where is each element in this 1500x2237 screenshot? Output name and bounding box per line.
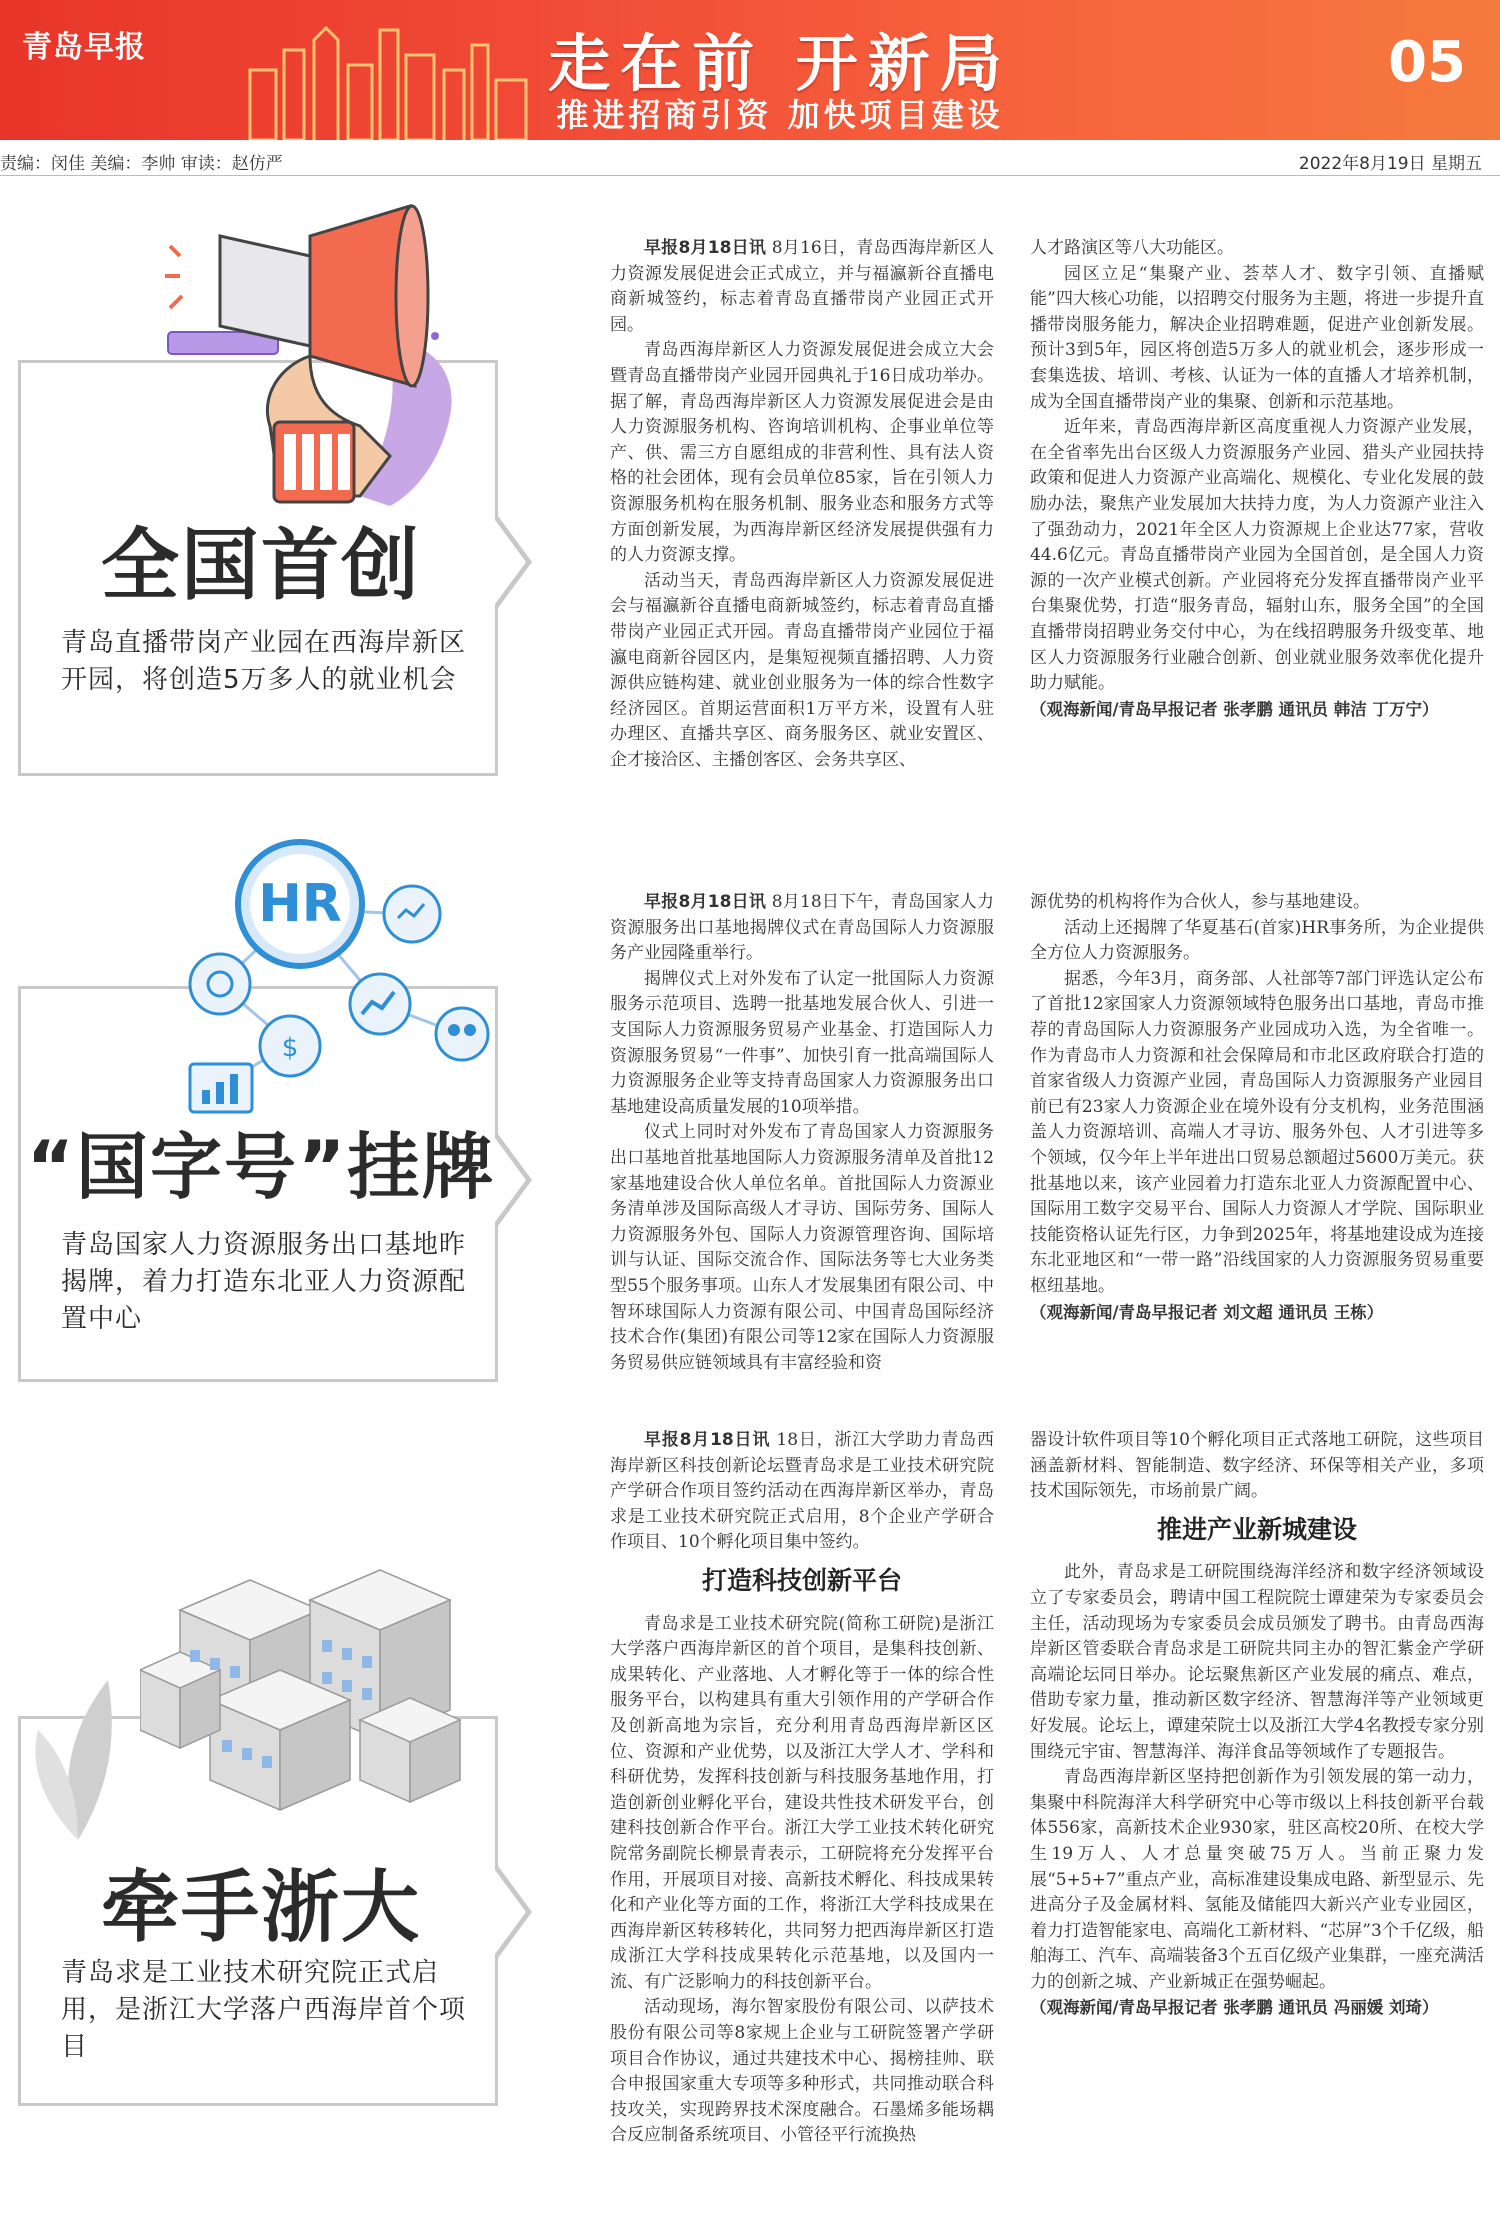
article-3 [0, 1400, 1500, 2237]
paper-name: 青岛早报 [22, 30, 146, 65]
article-column-2 [1030, 1428, 1484, 2021]
hr-label: HR [258, 874, 342, 934]
article-column-1 [610, 890, 994, 1376]
paragraph: 源优势的机构将作为合伙人，参与基地建设。 [1030, 892, 1370, 912]
article-headline: 全国首创 [100, 521, 421, 611]
paragraph: 器设计软件项目等10个孵化项目正式落地工研院，这些项目涵盖新材料、智能制造、数字经济、环保等相关产业，多项技术国际领先，市场前景广阔。 [1030, 1430, 1484, 1502]
editors-credit: 责编：闵佳 美编：李帅 审读：赵仿严 [0, 154, 283, 174]
svg-text:$: $ [281, 1033, 299, 1063]
paragraph: 人才路演区等八大功能区。 [1030, 238, 1234, 258]
byline: （观海新闻/青岛早报记者 张孝鹏 通讯员 韩洁 丁万宁） [1030, 699, 1439, 719]
masthead-headline: 走在前 开新局 [548, 27, 1012, 100]
subheading: 推进产业新城建设 [1156, 1514, 1357, 1544]
paragraph: 活动上还揭牌了华夏基石(首家)HR事务所，为企业提供全方位人力资源服务。 [1030, 917, 1484, 964]
megaphone-hand-icon [160, 196, 520, 516]
panel-arrow [498, 516, 532, 608]
dateline: 早报8月18日讯 [644, 892, 767, 912]
panel-arrow [498, 1866, 532, 1958]
paragraph: 近年来，青岛西海岸新区高度重视人力资源产业发展，在全省率先出台区级人力资源服务产业园、猎头产业园扶持政策和促进人力资源产业高端化、规模化、专业化发展的鼓励办法，聚焦产业发展加大扶持力度，为人力资源产业注入了强劲动力，2021年全区人力资源规上企业达77家，营收44.6亿元。青岛直播带岗产业园为全国首创，是全国人力资源的一次产业模式创新。产业园将充分发挥直播带岗产业平台集聚优势，打造“服务青岛，辐射山东，服务全国”的全国直播带岗招聘业务交付中心，为在线招聘服务升级变革、地区人力资源服务行业融合创新、创业就业服务效率优化提升助力赋能。 [1030, 417, 1484, 694]
article-1 [0, 176, 1500, 786]
article-2 [0, 834, 1500, 1394]
paragraph: 早报8月18日讯 8月18日下午，青岛国家人力资源服务出口基地揭牌仪式在青岛国际人力资源服务产业园隆重举行。 [610, 892, 994, 964]
article-lede: 青岛直播带岗产业园在西海岸新区开园，将创造5万多人的就业机会 [61, 628, 467, 695]
dateline: 早报8月18日讯 [644, 1430, 771, 1450]
paragraph: 活动当天，青岛西海岸新区人力资源发展促进会与福瀛新谷直播电商新城签约，标志着青岛直播带岗产业园正式开园。青岛直播带岗产业园位于福瀛电商新谷园区内，是集短视频直播招聘、人力资源供应链构建、就业创业服务为一体的综合性数字经济园区。首期运营面积1万平方米，设置有人驻办理区、直播共享区、商务服务区、就业安置区、企才接洽区、主播创客区、会务共享区、 [610, 570, 994, 770]
paragraph: 早报8月18日讯 18日，浙江大学助力青岛西海岸新区科技创新论坛暨青岛求是工业技术研究院产学研合作项目签约活动在西海岸新区举办，青岛求是工业技术研究院正式启用，8个企业产学研合作项目、10个孵化项目集中签约。 [610, 1430, 994, 1553]
decorative-leaf-icon [18, 1640, 138, 1840]
dateline: 早报8月18日讯 [644, 238, 767, 258]
panel-arrow [498, 1134, 532, 1226]
issue-date: 2022年8月19日 星期五 [1298, 154, 1482, 174]
article-column-1 [610, 236, 994, 773]
article-headline: “国字号”挂牌 [26, 1125, 496, 1209]
masthead-banner [0, 0, 1500, 140]
paragraph: 此外，青岛求是工研院围绕海洋经济和数字经济领域设立了专家委员会，聘请中国工程院院士谭建荣为专家委员会主任，活动现场为专家委员会成员颁发了聘书。由青岛西海岸新区管委联合青岛求是工研院共同主办的智汇紫金产学研高端论坛同日举办。论坛聚焦新区产业发展的痛点、难点，借助专家力量，推动新区数字经济、智慧海洋等产业领域更好发展。论坛上，谭建荣院士以及浙江大学4名教授专家分别围绕元宇宙、智慧海洋、海洋食品等领域作了专题报告。 [1030, 1562, 1484, 1762]
article-column-1 [610, 1428, 994, 2149]
article-lede: 青岛求是工业技术研究院正式启用，是浙江大学落户西海岸首个项目 [61, 1958, 467, 2062]
paragraph: 早报8月18日讯 8月16日，青岛西海岸新区人力资源发展促进会正式成立，并与福瀛新谷直播电商新城签约，标志着青岛直播带岗产业园正式开园。 [610, 238, 994, 335]
paragraph: 仪式上同时对外发布了青岛国家人力资源服务出口基地首批基地国际人力资源服务清单及首批12家基地建设合伙人单位名单。首批国际人力资源业务清单涉及国际高级人才寻访、国际劳务、国际人力资源服务外包、国际人力资源管理咨询、国际培训与认证、国际交流合作、国际法务等七大业务类型55个服务事项。山东人才发展集团有限公司、中智环球国际人力资源有限公司、中国青岛国际经济技术合作(集团)有限公司等12家在国际人力资源服务贸易供应链领域具有丰富经验和资 [610, 1122, 994, 1373]
byline: （观海新闻/青岛早报记者 刘文超 通讯员 王栋） [1030, 1302, 1384, 1322]
paragraph: 青岛西海岸新区坚持把创新作为引领发展的第一动力，集聚中科院海洋大科学研究中心等市级以上科技创新平台载体556家，高新技术企业930家，驻区高校20所、在校大学生19万人、人才总量突破75万人。当前正聚力发展“5+5+7”重点产业，高标准建设集成电路、新型显示、先进高分子及金属材料、氢能及储能四大新兴产业专业园区，着力打造智能家电、高端化工新材料、“芯屏”3个千亿级，船舶海工、汽车、高端装备3个五百亿级产业集群，一座充满活力的创新之城、产业新城正在强势崛起。 [1030, 1767, 1484, 1992]
paragraph: 青岛西海岸新区人力资源发展促进会成立大会暨青岛直播带岗产业园开园典礼于16日成功举办。据了解，青岛西海岸新区人力资源发展促进会是由人力资源服务机构、咨询培训机构、企事业单位等产、供、需三方自愿组成的非营利性、具有法人资格的社会团体，现有会员单位85家，旨在引领人力资源服务机构在服务机制、服务业态和服务方式等方面创新发展，为西海岸新区经济发展提供强有力的人力资源支撑。 [610, 340, 994, 566]
article-headline: 牵手浙大 [100, 1863, 421, 1953]
masthead-subhead: 推进招商引资 加快项目建设 [556, 96, 1004, 134]
paragraph: 据悉，今年3月，商务部、人社部等7部门评选认定公布了首批12家国家人力资源领域特色服务出口基地，青岛市推荐的青岛国际人力资源服务产业园成功入选，为全省唯一。作为青岛市人力资源和社会保障局和市北区政府联合打造的首家省级人力资源产业园，青岛国际人力资源服务产业园目前已有23家人力资源企业在境外设有分支机构，业务范围涵盖人力资源培训、高端人才寻访、服务外包、人才引进等多个领域，仅今年上半年进出口贸易总额超过5600万美元。获批基地以来，该产业园着力打造东北亚人力资源配置中心、国际用工数字交易平台、国际人力资源人才学院、国际职业技能资格认证先行区，力争到2025年，将基地建设成为连接东北亚地区和“一带一路”沿线国家的人力资源服务贸易重要枢纽基地。 [1030, 968, 1484, 1296]
subheading: 打造科技创新平台 [701, 1565, 902, 1595]
paragraph: 青岛求是工业技术研究院(简称工研院)是浙江大学落户西海岸新区的首个项目，是集科技创新、成果转化、产业落地、人才孵化等于一体的综合性服务平台，以构建具有重大引领作用的产学研合作及创新高地为宗旨，充分利用青岛西海岸新区区位、资源和产业优势，以及浙江大学人才、学科和科研优势，发挥科技创新与科技服务基地作用，打造创新创业孵化平台，建设共性技术研发平台，创建科技创新合作平台。浙江大学工业技术转化研究院常务副院长柳景青表示，工研院将充分发挥平台作用，开展项目对接、高新技术孵化、科技成果转化和产业化等方面的工作，将浙江大学科技成果在西海岸新区转移转化，共同努力把西海岸新区打造成浙江大学科技成果转化示范基地，以及国内一流、有广泛影响力的科技创新平台。 [610, 1613, 994, 1992]
article-column-2 [1030, 890, 1484, 1325]
paragraph: 活动现场，海尔智家股份有限公司、以萨技术股份有限公司等8家规上企业与工研院签署产学研项目合作协议，通过共建技术中心、揭榜挂帅、联合申报国家重大专项等多种形式，共同推动联合科技攻关，实现跨界技术深度融合。石墨烯多能场耦合反应制备系统项目、小管径平行流换热 [610, 1997, 994, 2146]
page-number: 05 [1388, 30, 1466, 95]
paragraph: 揭牌仪式上对外发布了认定一批国际人力资源服务示范项目、选聘一批基地发展合伙人、引进一支国际人力资源服务贸易产业基金、打造国际人力资源服务贸易“一件事”、加快引育一批高端国际人力资源服务企业等支持青岛国家人力资源服务出口基地建设高质量发展的10项举措。 [610, 968, 994, 1117]
city-buildings-icon [140, 1540, 480, 1830]
byline: （观海新闻/青岛早报记者 张孝鹏 通讯员 冯丽媛 刘琦） [1030, 1998, 1439, 2018]
article-column-2 [1030, 236, 1484, 722]
article-lede: 青岛国家人力资源服务出口基地昨揭牌，着力打造东北亚人力资源配置中心 [61, 1230, 467, 1334]
info-bar [0, 146, 1500, 176]
paragraph: 园区立足“集聚产业、荟萃人才、数字引领、直播赋能”四大核心功能，以招聘交付服务为主题，将进一步提升直播带岗服务能力，解决企业招聘难题，促进产业创新发展。预计3到5年，园区将创造5万多人的就业机会，逐步形成一套集选拔、培训、考核、认证为一体的直播人才培养机制，成为全国直播带岗产业的集聚、创新和示范基地。 [1030, 263, 1484, 412]
